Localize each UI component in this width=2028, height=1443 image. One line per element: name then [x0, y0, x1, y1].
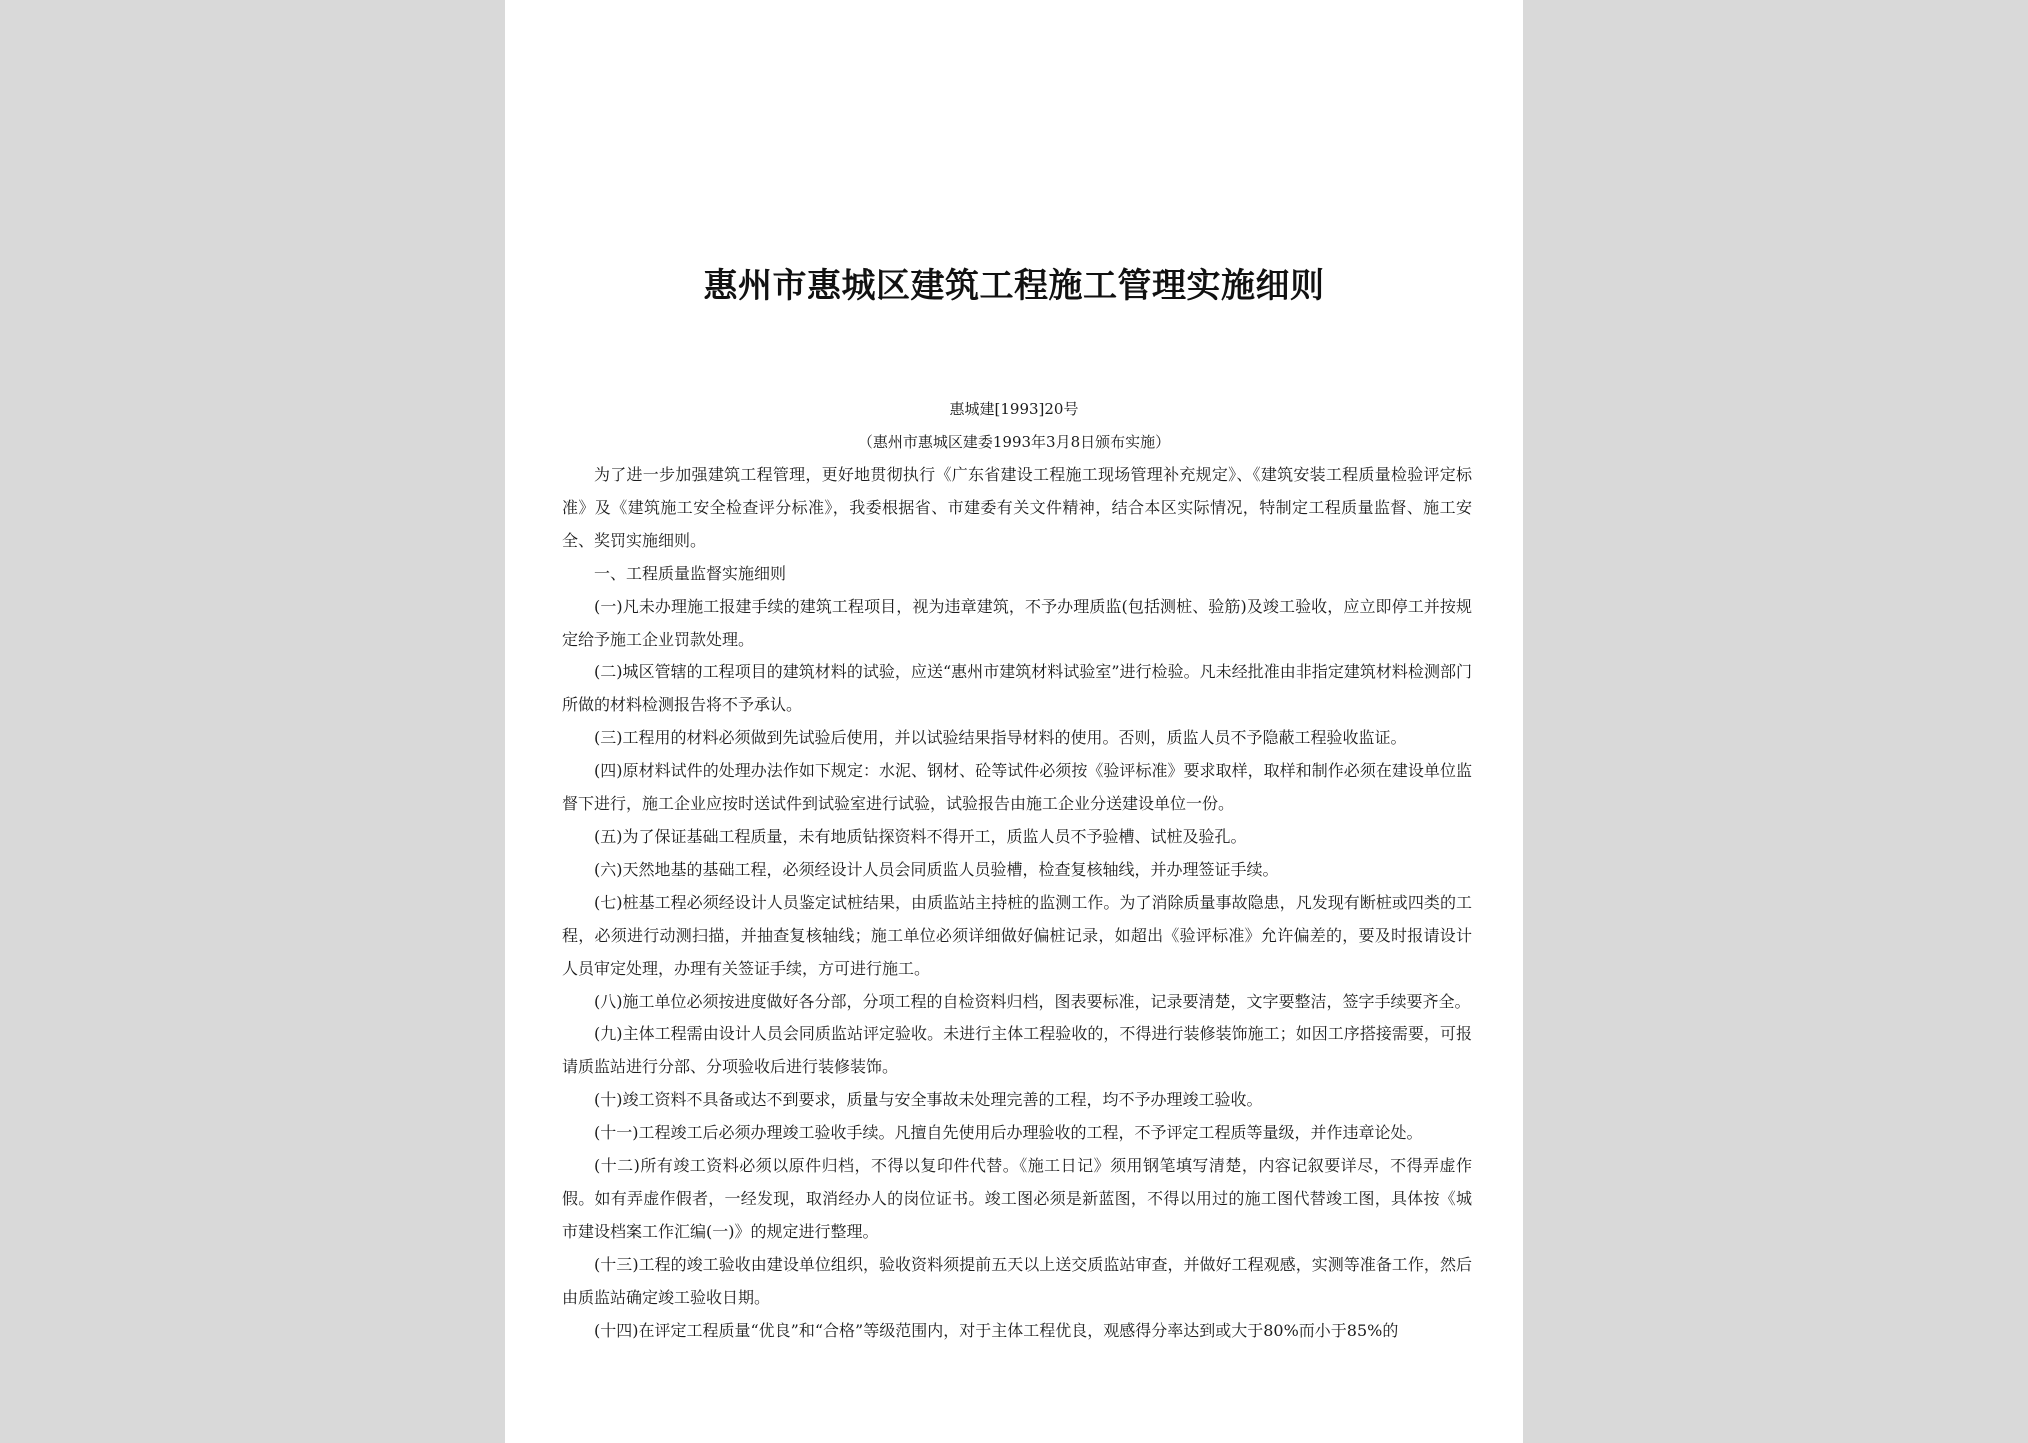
document-title: 惠州市惠城区建筑工程施工管理实施细则: [703, 266, 1325, 306]
paragraph-item: (八)施工单位必须按进度做好各分部，分项工程的自检资料归档，图表要标准，记录要清楚，文字要整洁，签字手续要齐全。: [594, 991, 1471, 1011]
paragraph-item: (十二)所有竣工资料必须以原件归档，不得以复印件代替。《施工日记》须用钢笔填写清楚，内容记叙要详尽，不得弄虚作假。如有弄虚作假者，一经发现，取消经办人的岗位证书。竣工图必须是新蓝图，不得以用过的施工图代替竣工图，具体按《城市建设档案工作汇编(一)》的规定进行整理。: [562, 1156, 1472, 1241]
paragraph-intro: 为了进一步加强建筑工程管理，更好地贯彻执行《广东省建设工程施工现场管理补充规定》、《建筑安装工程质量检验评定标准》及《建筑施工安全检查评分标准》，我委根据省、市建委有关文件精神，结合本区实际情况，特制定工程质量监督、施工安全、奖罚实施细则。: [562, 465, 1472, 550]
paragraph-item: (十)竣工资料不具备或达不到要求，质量与安全事故未处理完善的工程，均不予办理竣工验收。: [594, 1090, 1263, 1110]
paragraph-item: (一)凡未办理施工报建手续的建筑工程项目，视为违章建筑，不予办理质监(包括测桩、验筋)及竣工验收，应立即停工并按规定给予施工企业罚款处理。: [562, 596, 1472, 649]
paragraph-item: (十四)在评定工程质量“优良”和“合格”等级范围内，对于主体工程优良，观感得分率达到或大于80%而小于85%的: [594, 1320, 1399, 1340]
paragraph-item: (五)为了保证基础工程质量，未有地质钻探资料不得开工，质监人员不予验槽、试桩及验孔。: [594, 826, 1247, 846]
paragraph-item: (七)桩基工程必须经设计人员鉴定试桩结果，由质监站主持桩的监测工作。为了消除质量事故隐患，凡发现有断桩或四类的工程，必须进行动测扫描，并抽查复核轴线；施工单位必须详细做好偏桩记录，如超出《验评标准》允许偏差的，要及时报请设计人员审定处理，办理有关签证手续，方可进行施工。: [562, 892, 1472, 978]
paragraph-item: (三)工程用的材料必须做到先试验后使用，并以试验结果指导材料的使用。否则，质监人员不予隐蔽工程验收监证。: [594, 728, 1407, 748]
document-number: 惠城建[1993]20号: [949, 400, 1079, 418]
paragraph-item: (十一)工程竣工后必须办理竣工验收手续。凡擅自先使用后办理验收的工程，不予评定工程质等量级，并作违章论处。: [594, 1123, 1423, 1143]
paragraph-item: (二)城区管辖的工程项目的建筑材料的试验，应送“惠州市建筑材料试验室”进行检验。凡未经批准由非指定建筑材料检测部门所做的材料检测报告将不予承认。: [562, 662, 1472, 715]
document-body: [562, 459, 1472, 1347]
paragraph-item: (十三)工程的竣工验收由建设单位组织，验收资料须提前五天以上送交质监站审查，并做好工程观感，实测等准备工作，然后由质监站确定竣工验收日期。: [562, 1254, 1472, 1307]
paragraph-item: (六)天然地基的基础工程，必须经设计人员会同质监人员验槽，检查复核轴线，并办理签证手续。: [594, 859, 1279, 879]
paragraph-item: (四)原材料试件的处理办法作如下规定：水泥、钢材、砼等试件必须按《验评标准》要求取样，取样和制作必须在建设单位监督下进行，施工企业应按时送试件到试验室进行试验，试验报告由施工企业分送建设单位一份。: [562, 761, 1472, 814]
section-heading: 一、工程质量监督实施细则: [594, 563, 787, 583]
document-page: [505, 0, 1523, 1443]
issue-note: （惠州市惠城区建委1993年3月8日颁布实施）: [857, 433, 1171, 451]
paragraph-item: (九)主体工程需由设计人员会同质监站评定验收。未进行主体工程验收的，不得进行装修装饰施工；如因工序搭接需要，可报请质监站进行分部、分项验收后进行装修装饰。: [562, 1024, 1472, 1077]
